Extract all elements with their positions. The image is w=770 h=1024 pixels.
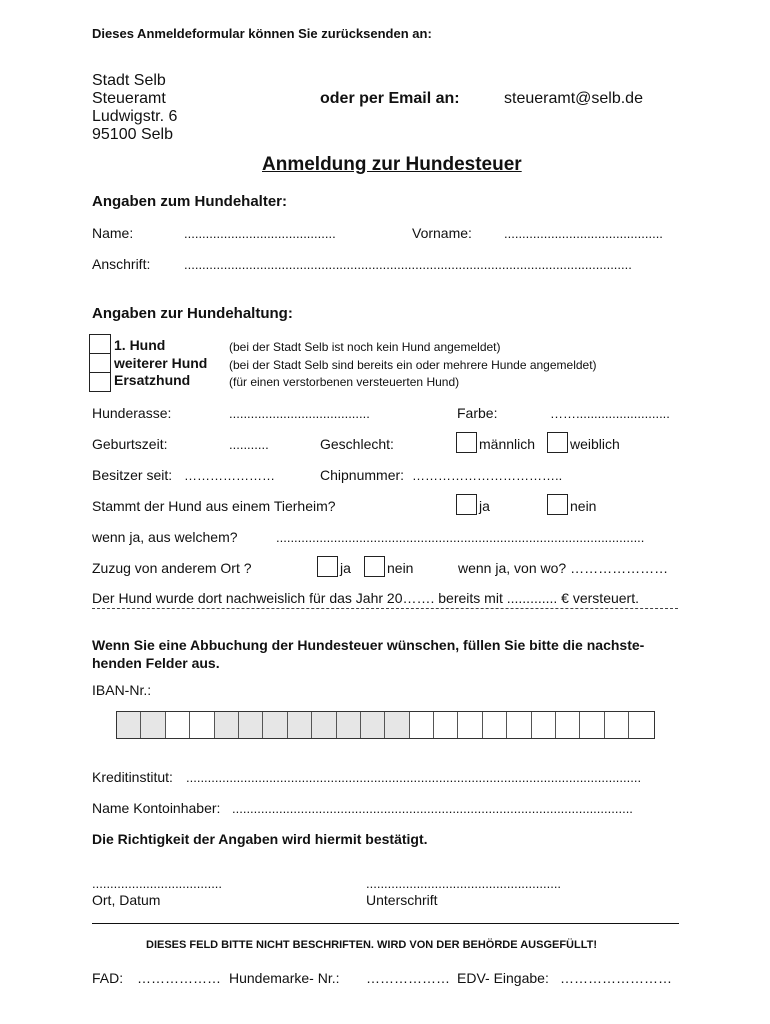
iban-box[interactable] [239,712,263,738]
office-divider [92,923,679,924]
iban-box[interactable] [117,712,141,738]
iban-boxes[interactable] [116,711,655,739]
owner-heading: Angaben zum Hundehalter: [92,193,288,210]
besitzer-label: Besitzer seit: [92,467,173,483]
anschrift-label: Anschrift: [92,256,151,272]
iban-box[interactable] [385,712,409,738]
signature-field[interactable]: ...................................................... [366,876,562,891]
checkbox-male[interactable] [456,432,477,453]
farbe-field[interactable]: …….......................... [550,406,670,421]
versteuert-line: Der Hund wurde dort nachweislich für das Jahr 20……. bereits mit ............. € versteuert. [92,590,639,606]
iban-label: IBAN-Nr.: [92,682,152,698]
holder-field[interactable]: ............................................................................................................... [232,801,633,816]
email-label: oder per Email an: [320,90,460,107]
checkbox-replacement-dog[interactable] [90,373,110,391]
option-label: weiterer Hund [114,354,208,371]
fad-label: FAD: [92,970,124,986]
tierheim-question: Stammt der Hund aus einem Tierheim? [92,498,336,514]
bank-field[interactable]: .............................................................................................................................. [186,770,642,785]
address-line: Ludwigstr. 6 [92,108,178,125]
signature-label: Unterschrift [366,892,438,908]
fad-field: ……………… [137,970,221,986]
name-label: Name: [92,225,134,241]
option-label: Ersatzhund [114,372,191,388]
rasse-field[interactable]: ....................................... [229,406,370,421]
edv-field: …………………… [560,970,672,986]
iban-box[interactable] [190,712,214,738]
female-label: weiblich [570,436,620,452]
checkbox-tierheim-no[interactable] [547,494,568,515]
checkbox-first-dog[interactable] [90,335,110,354]
dog-type-checkboxes [89,334,111,392]
vorname-field[interactable]: ............................................ [504,226,663,241]
bank-label: Kreditinstitut: [92,769,173,785]
iban-box[interactable] [458,712,482,738]
edv-label: EDV- Eingabe: [457,970,549,986]
checkbox-female[interactable] [547,432,568,453]
vorname-label: Vorname: [412,225,472,241]
email-address: steueramt@selb.de [504,90,643,107]
header-note: Dieses Anmeldeformular können Sie zurücksenden an: [92,26,432,41]
checkbox-zuzug-yes[interactable] [317,556,338,577]
iban-box[interactable] [605,712,629,738]
tierheim-yes-label: ja [479,498,490,514]
geburt-label: Geburtszeit: [92,436,168,452]
marke-field: ……………… [366,970,450,986]
debit-intro-line: Wenn Sie eine Abbuchung der Hundesteuer wünschen, füllen Sie bitte die nachste- [92,637,645,653]
page-title: Anmeldung zur Hundesteuer [262,154,522,175]
geschlecht-label: Geschlecht: [320,436,394,452]
tierheim-no-label: nein [570,498,597,514]
place-date-label: Ort, Datum [92,892,161,908]
iban-box[interactable] [580,712,604,738]
tierheim-which-field[interactable]: ...................................................................................................... [276,530,645,545]
besitzer-field[interactable]: ………………… [184,468,275,483]
iban-box[interactable] [556,712,580,738]
farbe-label: Farbe: [457,405,498,421]
iban-box[interactable] [532,712,556,738]
address-line: Stadt Selb [92,72,166,89]
debit-intro [92,636,644,672]
option-label: 1. Hund [114,337,166,353]
iban-box[interactable] [263,712,287,738]
zuzug-no-label: nein [387,560,414,576]
iban-box[interactable] [337,712,361,738]
iban-box[interactable] [361,712,385,738]
holder-label: Name Kontoinhaber: [92,800,221,816]
place-date-field[interactable]: .................................... [92,876,223,891]
office-notice: DIESES FELD BITTE NICHT BESCHRIFTEN. WIRD VON DER BEHÖRDE AUSGEFÜLLT! [146,939,598,951]
dog-type-notes [229,339,597,392]
zuzug-yes-label: ja [340,560,351,576]
confirmation-text: Die Richtigkeit der Angaben wird hiermit bestätigt. [92,831,428,847]
iban-box[interactable] [629,712,653,738]
option-note: (bei der Stadt Selb sind bereits ein oder mehrere Hunde angemeldet) [229,357,597,372]
iban-box[interactable] [434,712,458,738]
iban-box[interactable] [507,712,531,738]
tierheim-which-label: wenn ja, aus welchem? [92,529,238,545]
option-note: (für einen verstorbenen versteuerten Hund) [229,375,460,389]
chip-field[interactable]: …………………………….. [412,468,563,483]
iban-box[interactable] [483,712,507,738]
section-divider [92,608,678,610]
zuzug-question: Zuzug von anderem Ort ? [92,560,252,576]
geburt-field[interactable]: ........... [229,437,269,452]
checkbox-zuzug-no[interactable] [364,556,385,577]
zuzug-from-field[interactable]: wenn ja, von wo? ………………… [458,560,669,576]
iban-box[interactable] [410,712,434,738]
dog-type-labels [114,337,207,390]
checkbox-further-dog[interactable] [90,354,110,373]
dog-heading: Angaben zur Hundehaltung: [92,305,293,322]
option-note: (bei der Stadt Selb ist noch kein Hund angemeldet) [229,340,501,354]
checkbox-tierheim-yes[interactable] [456,494,477,515]
marke-label: Hundemarke- Nr.: [229,970,340,986]
debit-intro-line: henden Felder aus. [92,655,220,671]
name-field[interactable]: .......................................... [184,226,336,241]
address-block [92,72,177,144]
address-line: 95100 Selb [92,126,173,143]
chip-label: Chipnummer: [320,467,405,483]
iban-box[interactable] [215,712,239,738]
address-line: Steueramt [92,90,166,107]
rasse-label: Hunderasse: [92,405,172,421]
iban-box[interactable] [288,712,312,738]
anschrift-field[interactable]: ............................................................................................................................ [184,257,632,272]
iban-box[interactable] [312,712,336,738]
iban-box[interactable] [141,712,165,738]
male-label: männlich [479,436,536,452]
iban-box[interactable] [166,712,190,738]
